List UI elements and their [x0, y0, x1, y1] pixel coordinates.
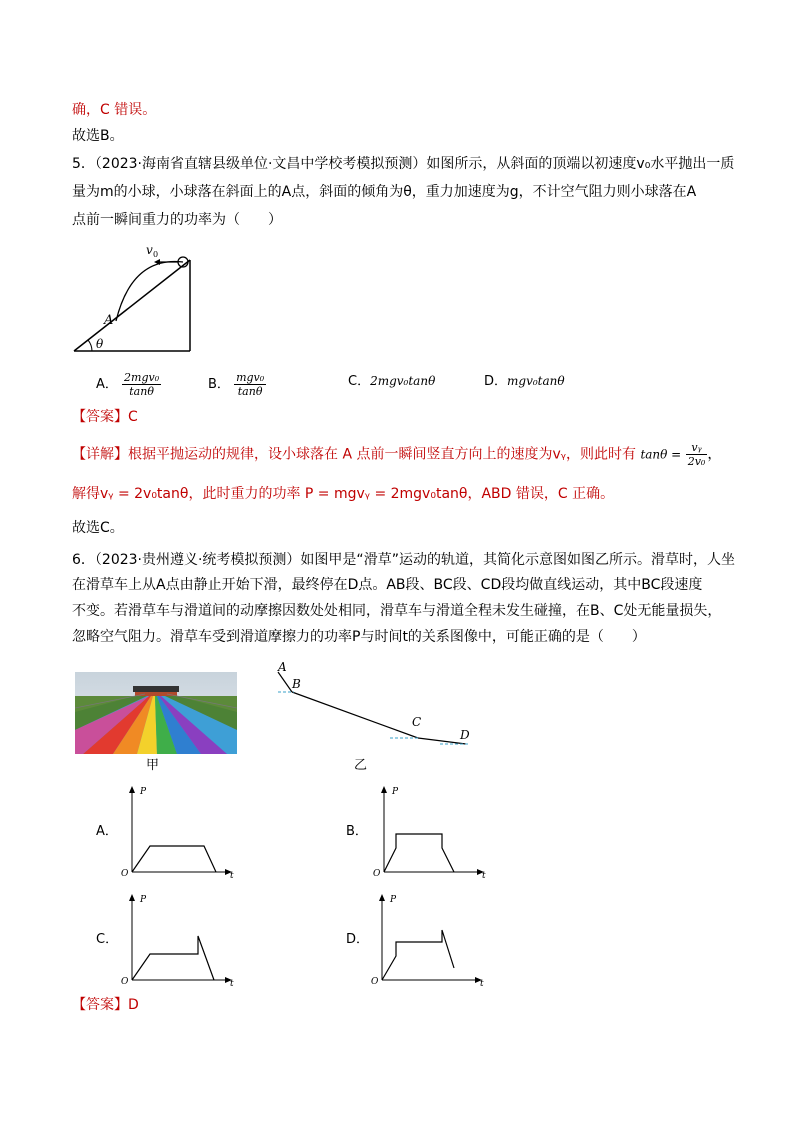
origin-label: O — [121, 869, 129, 879]
question-6-text: 在滑草车上从A点由静止开始下滑，最终停在D点。AB段、BC段、CD段均做直线运动，其中BC段速度 — [72, 577, 703, 593]
graph-option-a — [118, 784, 238, 880]
text-line: 故选B。 — [72, 128, 124, 144]
axis-t-label: t — [480, 979, 484, 988]
fraction-denominator: tanθ — [237, 385, 263, 398]
figure-label-jia: 甲 — [146, 758, 160, 773]
graph-option-b — [370, 784, 490, 880]
text-line: 确，C 错误。 — [72, 102, 157, 118]
axis-p-label: P — [140, 787, 147, 797]
axis-p-label: P — [390, 895, 397, 905]
track-diagram — [270, 660, 480, 760]
option-label: A． — [96, 377, 118, 392]
question-6-text: 忽略空气阻力。滑草车受到滑道摩擦力的功率P与时间t的关系图像中，可能正确的是（ ） — [72, 629, 646, 645]
graph-option-c — [118, 892, 238, 988]
axis-t-label: t — [230, 979, 234, 988]
fraction-denominator: 2v₀ — [687, 455, 706, 468]
answer-label: 【答案】 — [72, 997, 128, 1013]
incline-figure — [70, 238, 200, 356]
option-b-label: B． — [346, 824, 368, 839]
punctuation: ， — [707, 446, 722, 463]
figure-label-yi: 乙 — [354, 758, 368, 773]
detail-text: 根据平抛运动的规律，设小球落在 A 点前一瞬间竖直方向上的速度为vᵧ，则此时有 — [128, 446, 636, 463]
grass-slide-photo — [75, 672, 237, 754]
answer-label: 【答案】 — [72, 409, 128, 425]
option-d — [484, 371, 565, 392]
detail-label: 【详解】 — [72, 446, 128, 463]
point-c-label: C — [412, 715, 422, 729]
question-6-text: 不变。若滑草车与滑道间的动摩擦因数处处相同，滑草车与滑道全程未发生碰撞，在B、C处无能量损失， — [72, 603, 722, 619]
option-b — [208, 371, 266, 398]
option-label: B． — [208, 377, 230, 392]
point-b-label: B — [292, 677, 301, 691]
question-6-text: 6．（2023·贵州遵义·统考模拟预测）如图甲是“滑草”运动的轨道，其简化示意图如图乙所示。滑草时，人坐 — [72, 552, 735, 568]
v0-label: v — [146, 243, 153, 257]
option-a — [96, 371, 161, 398]
question-5-text: 点前一瞬间重力的功率为（ ） — [72, 212, 282, 228]
option-c — [348, 371, 435, 392]
fraction-numerator: mgv₀ — [236, 371, 265, 384]
option-text: mgv₀tanθ — [507, 374, 565, 388]
origin-label: O — [121, 977, 129, 987]
option-a-label: A． — [96, 824, 118, 839]
axis-t-label: t — [482, 871, 486, 880]
answer-value: D — [128, 997, 139, 1013]
equation-left: tanθ = — [640, 447, 682, 462]
fraction-numerator: vᵧ — [686, 441, 708, 455]
v0-subscript: 0 — [153, 250, 159, 259]
origin-label: O — [371, 977, 379, 987]
origin-label: O — [373, 869, 381, 879]
axis-p-label: P — [392, 787, 399, 797]
option-c-label: C． — [96, 932, 119, 947]
detail-5-line2: 解得vᵧ = 2v₀tanθ，此时重力的功率 P = mgvᵧ = 2mgv₀tanθ，ABD 错误，C 正确。 — [72, 486, 615, 502]
option-label: C． — [348, 374, 371, 389]
answer-6 — [72, 995, 139, 1015]
option-text: 2mgv₀tanθ — [370, 374, 436, 388]
question-5-text: 量为m的小球，小球落在斜面上的A点，斜面的倾角为θ，重力加速度为g，不计空气阻力则小球落在A — [72, 184, 697, 200]
graph-option-d — [368, 892, 488, 988]
point-a-label: A — [104, 313, 114, 328]
option-label: D． — [484, 374, 508, 389]
theta-label: θ — [96, 337, 104, 351]
point-d-label: D — [460, 728, 470, 742]
fraction-denominator: tanθ — [129, 385, 154, 398]
fraction-numerator: 2mgv₀ — [124, 371, 160, 384]
axis-t-label: t — [230, 871, 234, 880]
detail-5 — [72, 441, 721, 468]
option-d-label: D． — [346, 932, 370, 947]
axis-p-label: P — [140, 895, 147, 905]
answer-value: C — [128, 409, 138, 425]
question-5-text: 5．（2023·海南省直辖县级单位·文昌中学校考模拟预测）如图所示，从斜面的顶端以初速度v₀水平抛出一质 — [72, 156, 735, 172]
conclusion-5: 故选C。 — [72, 520, 124, 536]
point-a-label: A — [278, 660, 287, 674]
answer-5 — [72, 407, 138, 427]
